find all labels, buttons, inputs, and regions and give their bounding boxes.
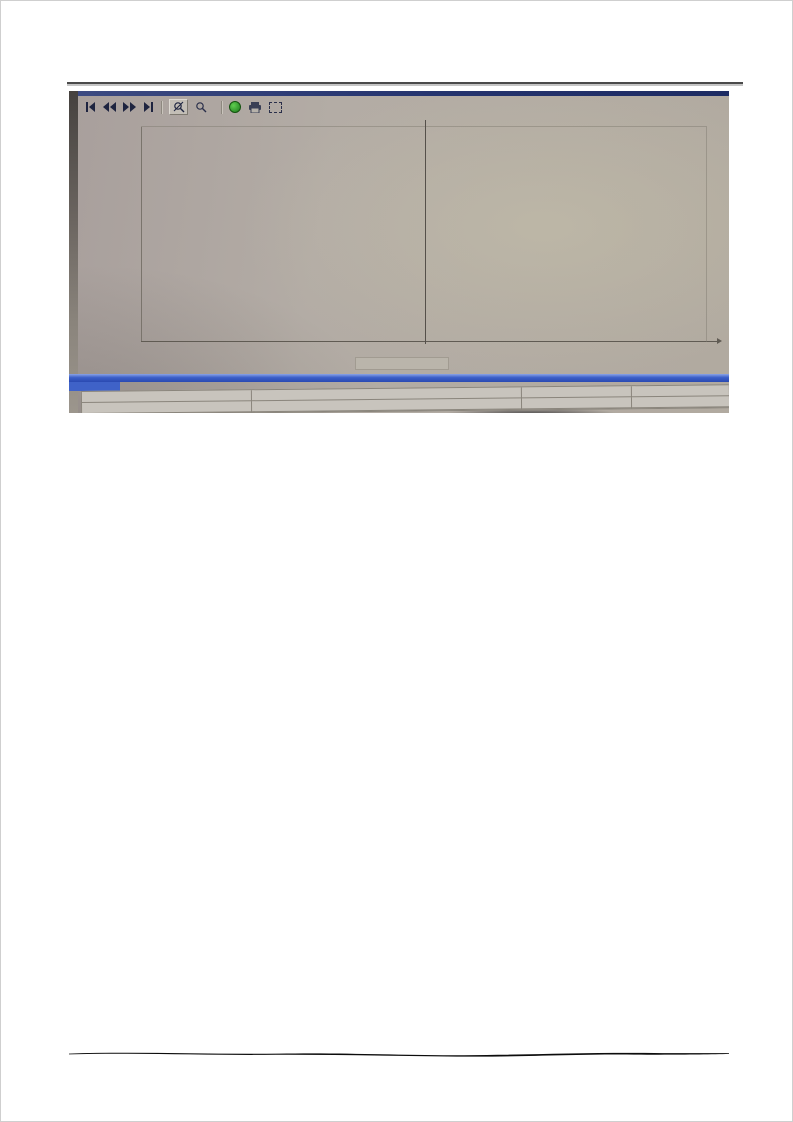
table-cell-datetime bbox=[632, 396, 729, 408]
print-icon bbox=[248, 102, 262, 113]
header-rule bbox=[67, 82, 743, 84]
x-axis-arrow-icon bbox=[717, 338, 722, 344]
section-heading bbox=[64, 452, 82, 474]
first-record-icon bbox=[85, 102, 96, 112]
time-cursor-line bbox=[425, 120, 426, 344]
table-cell-tag-connection bbox=[252, 398, 522, 412]
zoom-reset-icon bbox=[169, 99, 188, 115]
window-frame-band bbox=[69, 374, 729, 382]
table-cell-value bbox=[522, 397, 632, 409]
status-bar-field bbox=[355, 357, 449, 370]
table-cell-trend-name bbox=[82, 401, 252, 413]
fast-forward-icon bbox=[123, 102, 136, 112]
trend-toolbar bbox=[85, 99, 282, 115]
rewind-icon bbox=[103, 102, 116, 112]
footer-rule bbox=[69, 1049, 729, 1058]
photo-edge-shadow bbox=[69, 91, 78, 413]
window-title-strip bbox=[69, 91, 729, 96]
zoom-icon bbox=[195, 101, 207, 113]
trend-line bbox=[141, 127, 706, 342]
toolbar-separator bbox=[221, 101, 222, 114]
subwindow-title-fragment bbox=[69, 382, 120, 391]
trend-plot-area bbox=[141, 126, 707, 342]
record-start-icon bbox=[229, 101, 241, 113]
figure5-screenshot-photo bbox=[69, 91, 729, 413]
last-record-icon bbox=[143, 102, 154, 112]
select-time-range-icon bbox=[269, 102, 282, 113]
trend-value-table bbox=[81, 384, 729, 413]
toolbar-separator bbox=[161, 101, 162, 114]
